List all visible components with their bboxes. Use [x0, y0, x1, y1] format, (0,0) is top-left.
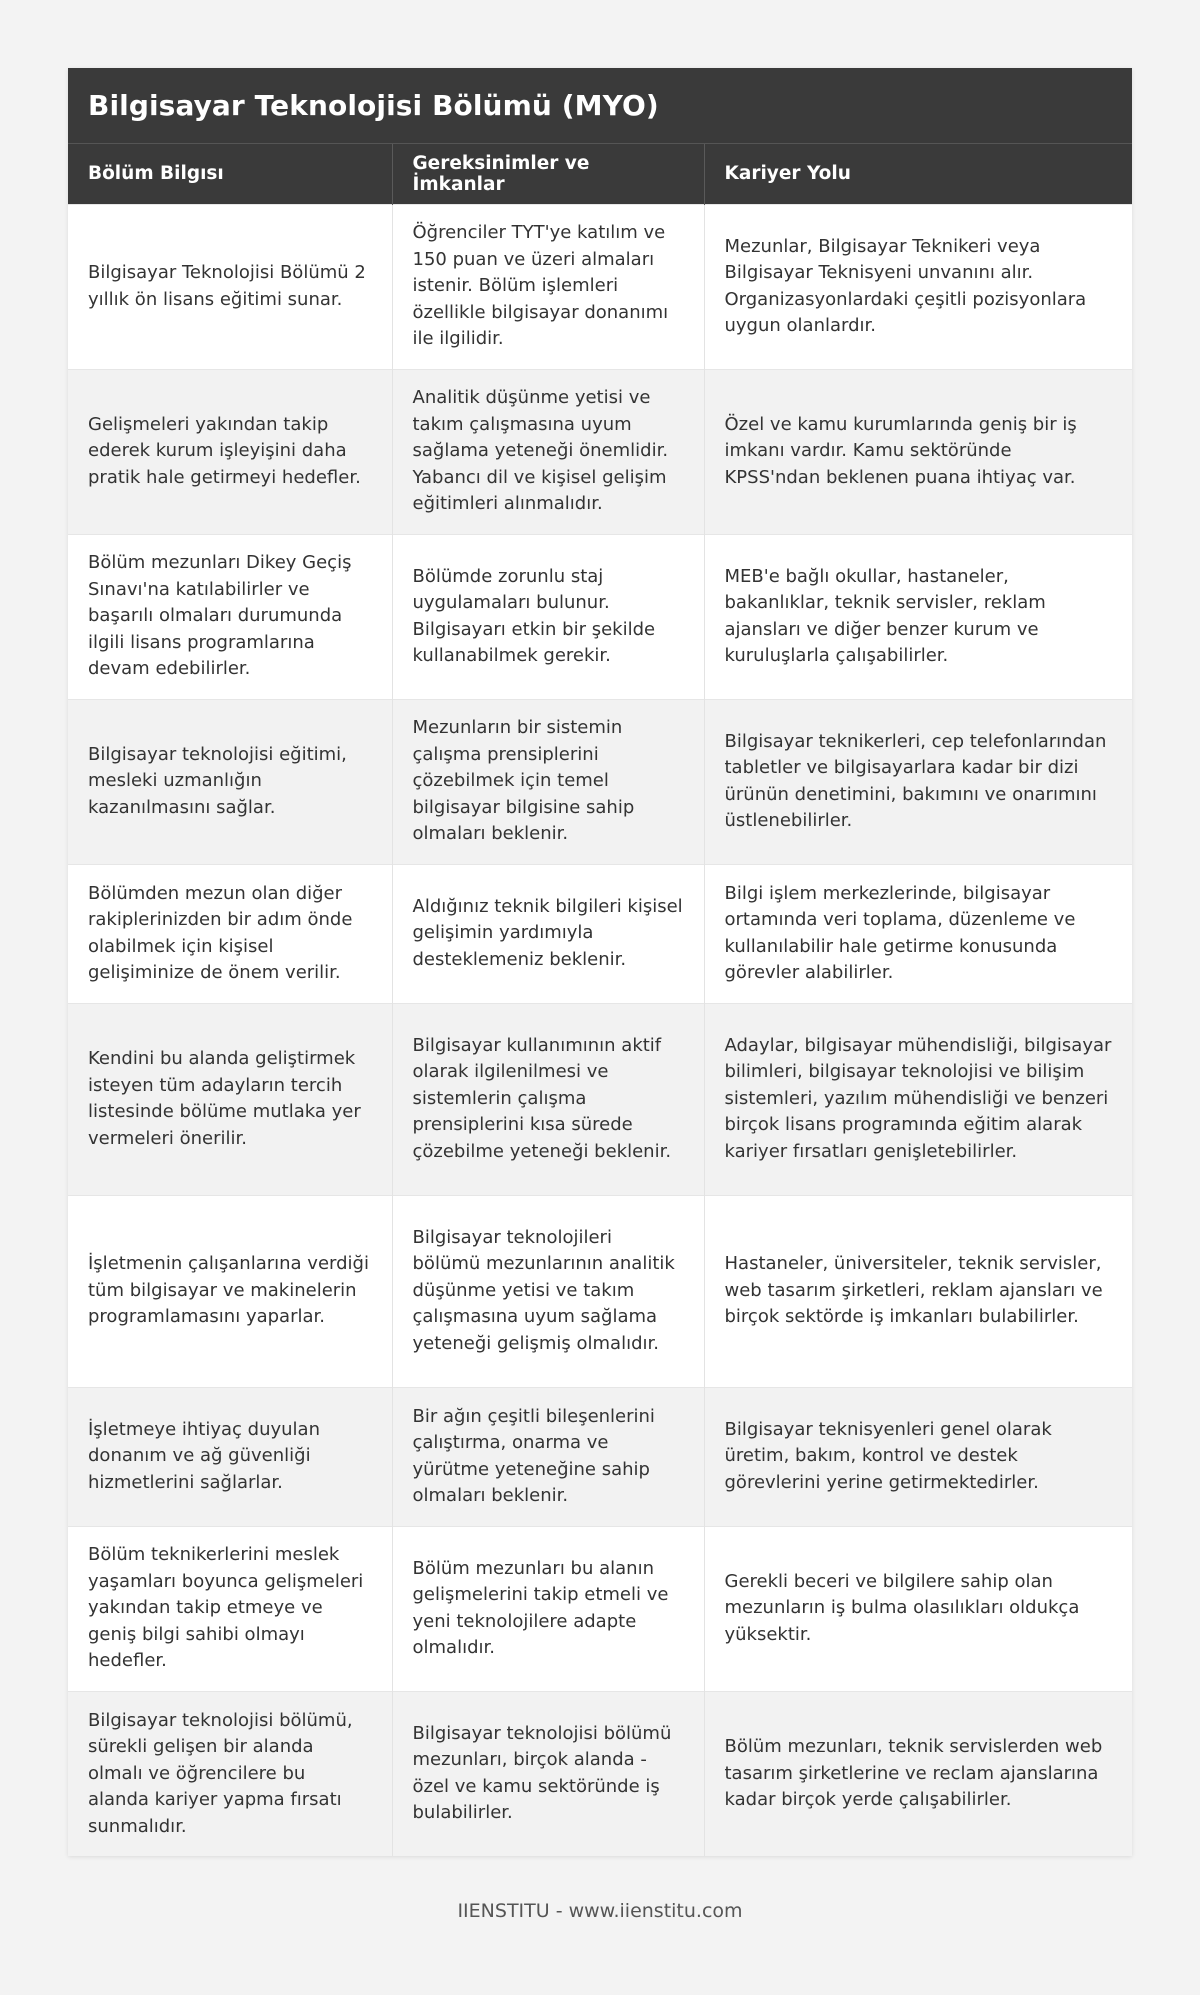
cell-career-path: Bilgisayar teknisyenleri genel olarak üretim, bakım, kontrol ve destek görevlerini yerine getirmektedirler.	[704, 1387, 1132, 1526]
cell-department-info: Bölüm teknikerlerini meslek yaşamları boyunca gelişmeleri yakından takip etmeye ve geniş bilgi sahibi olmayı hedefler.	[68, 1526, 392, 1691]
column-header-department-info: Bölüm Bilgısı	[68, 144, 392, 204]
page-title: Bilgisayar Teknolojisi Bölümü (MYO)	[88, 89, 659, 122]
cell-department-info: Kendini bu alanda geliştirmek isteyen tüm adayların tercih listesinde bölüme mutlaka yer vermeleri önerilir.	[68, 1003, 392, 1195]
department-info-table	[68, 144, 1132, 1856]
cell-requirements: Aldığınız teknik bilgileri kişisel gelişimin yardımıyla desteklemeniz beklenir.	[392, 864, 704, 1003]
cell-career-path: Gerekli beceri ve bilgilere sahip olan mezunların iş bulma olasılıkları oldukça yüksektir.	[704, 1526, 1132, 1691]
cell-department-info: Bölümden mezun olan diğer rakiplerinizden bir adım önde olabilmek için kişisel gelişiminize de önem verilir.	[68, 864, 392, 1003]
footer-credit: IIENSTITU - www.iienstitu.com	[457, 1900, 743, 1922]
cell-department-info: Bilgisayar teknolojisi eğitimi, mesleki uzmanlığın kazanılmasını sağlar.	[68, 699, 392, 864]
cell-department-info: Gelişmeleri yakından takip ederek kurum işleyişini daha pratik hale getirmeyi hedefler.	[68, 369, 392, 534]
cell-career-path: Adaylar, bilgisayar mühendisliği, bilgisayar bilimleri, bilgisayar teknolojisi ve bilişim sistemleri, yazılım mühendisliği ve benzeri birçok lisans programında eğitim alarak kariyer fırsatları genişletebilirler.	[704, 1003, 1132, 1195]
cell-department-info: İşletmenin çalışanlarına verdiği tüm bilgisayar ve makinelerin programlamasını yaparlar.	[68, 1195, 392, 1387]
table-row	[68, 864, 1132, 1003]
cell-department-info: İşletmeye ihtiyaç duyulan donanım ve ağ güvenliği hizmetlerini sağlarlar.	[68, 1387, 392, 1526]
cell-career-path: Mezunlar, Bilgisayar Teknikeri veya Bilgisayar Teknisyeni unvanını alır. Organizasyonlardaki çeşitli pozisyonlara uygun olanlardır.	[704, 204, 1132, 369]
cell-career-path: Özel ve kamu kurumlarında geniş bir iş imkanı vardır. Kamu sektöründe KPSS'ndan beklenen puana ihtiyaç var.	[704, 369, 1132, 534]
cell-career-path: Hastaneler, üniversiteler, teknik servisler, web tasarım şirketleri, reklam ajansları ve birçok sektörde iş imkanları bulabilirler.	[704, 1195, 1132, 1387]
cell-requirements: Bir ağın çeşitli bileşenlerini çalıştırma, onarma ve yürütme yeteneğine sahip olmaları beklenir.	[392, 1387, 704, 1526]
table-body	[68, 204, 1132, 1856]
cell-requirements: Bilgisayar kullanımının aktif olarak ilgilenilmesi ve sistemlerin çalışma prensiplerini kısa sürede çözebilme yeteneği beklenir.	[392, 1003, 704, 1195]
cell-requirements: Mezunların bir sistemin çalışma prensiplerini çözebilmek için temel bilgisayar bilgisine sahip olmaları beklenir.	[392, 699, 704, 864]
header-row	[68, 144, 1132, 204]
cell-requirements: Öğrenciler TYT'ye katılım ve 150 puan ve üzeri almaları istenir. Bölüm işlemleri özellikle bilgisayar donanımı ile ilgilidir.	[392, 204, 704, 369]
cell-career-path: MEB'e bağlı okullar, hastaneler, bakanlıklar, teknik servisler, reklam ajansları ve diğer benzer kurum ve kuruluşlarla çalışabilirler.	[704, 534, 1132, 699]
cell-requirements: Bölüm mezunları bu alanın gelişmelerini takip etmeli ve yeni teknolojilere adapte olmalıdır.	[392, 1526, 704, 1691]
cell-requirements: Bölümde zorunlu staj uygulamaları bulunur. Bilgisayarı etkin bir şekilde kullanabilmek gerekir.	[392, 534, 704, 699]
cell-requirements: Bilgisayar teknolojisi bölümü mezunları, birçok alanda - özel ve kamu sektöründe iş bulabilirler.	[392, 1691, 704, 1856]
cell-department-info: Bilgisayar teknolojisi bölümü, sürekli gelişen bir alanda olmalı ve öğrencilere bu alanda kariyer yapma fırsatı sunmalıdır.	[68, 1691, 392, 1856]
cell-department-info: Bilgisayar Teknolojisi Bölümü 2 yıllık ön lisans eğitimi sunar.	[68, 204, 392, 369]
table-row	[68, 1526, 1132, 1691]
table-row	[68, 1195, 1132, 1387]
table-row	[68, 204, 1132, 369]
column-header-requirements: Gereksinimler ve İmkanlar	[392, 144, 704, 204]
table-row	[68, 1691, 1132, 1856]
table-row	[68, 534, 1132, 699]
info-table-card	[68, 68, 1132, 1856]
table-row	[68, 699, 1132, 864]
table-row	[68, 1003, 1132, 1195]
title-bar	[68, 68, 1132, 144]
cell-requirements: Analitik düşünme yetisi ve takım çalışmasına uyum sağlama yeteneği önemlidir. Yabancı dil ve kişisel gelişim eğitimleri alınmalıdır.	[392, 369, 704, 534]
cell-career-path: Bölüm mezunları, teknik servislerden web tasarım şirketlerine ve reclam ajanslarına kadar birçok yerde çalışabilirler.	[704, 1691, 1132, 1856]
cell-career-path: Bilgisayar teknikerleri, cep telefonlarından tabletler ve bilgisayarlara kadar bir dizi ürünün denetimini, bakımını ve onarımını üstlenebilirler.	[704, 699, 1132, 864]
cell-career-path: Bilgi işlem merkezlerinde, bilgisayar ortamında veri toplama, düzenleme ve kullanılabilir hale getirme konusunda görevler alabilirler.	[704, 864, 1132, 1003]
cell-requirements: Bilgisayar teknolojileri bölümü mezunlarının analitik düşünme yetisi ve takım çalışmasına uyum sağlama yeteneği gelişmiş olmalıdır.	[392, 1195, 704, 1387]
table-row	[68, 369, 1132, 534]
cell-department-info: Bölüm mezunları Dikey Geçiş Sınavı'na katılabilirler ve başarılı olmaları durumunda ilgili lisans programlarına devam edebilirler.	[68, 534, 392, 699]
table-row	[68, 1387, 1132, 1526]
column-header-career-path: Kariyer Yolu	[704, 144, 1132, 204]
table-header	[68, 144, 1132, 204]
